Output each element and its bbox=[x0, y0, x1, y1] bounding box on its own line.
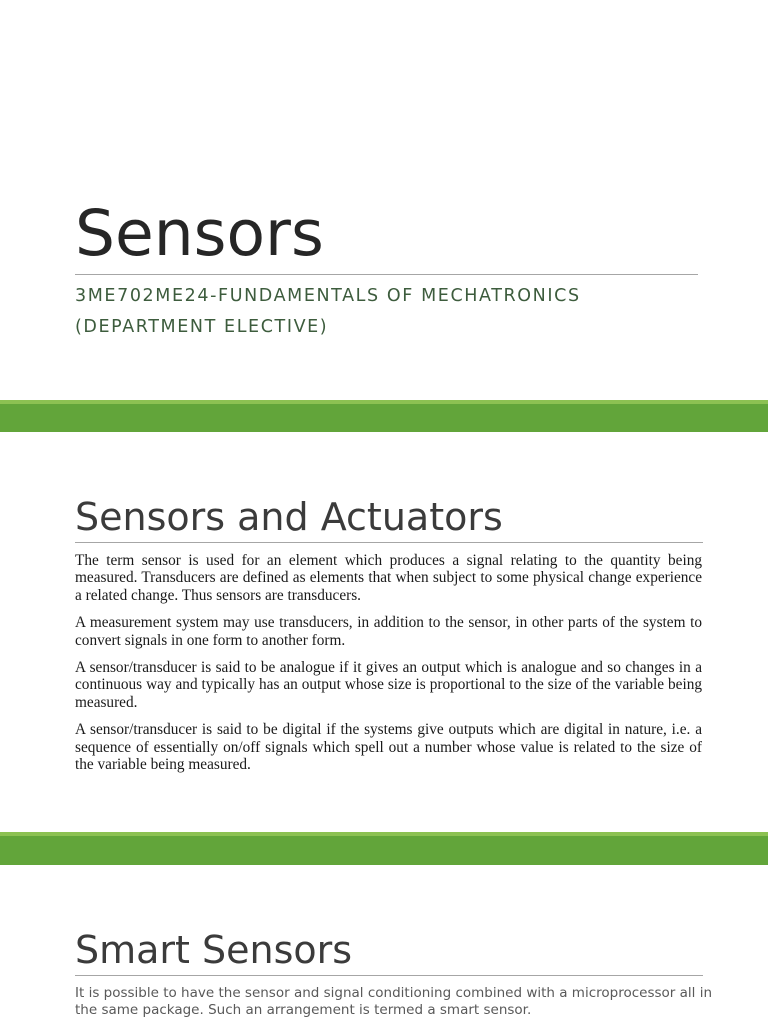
slide-title-sensors-actuators: Sensors and Actuators bbox=[75, 495, 503, 539]
title-divider bbox=[75, 542, 703, 543]
slide-title-smart-sensors: Smart Sensors bbox=[75, 928, 353, 972]
course-code-line: 3ME702ME24-FUNDAMENTALS OF MECHATRONICS bbox=[75, 286, 581, 306]
course-subtitle bbox=[75, 281, 715, 343]
title-divider bbox=[75, 975, 703, 976]
slide-title-sensors: Sensors bbox=[75, 197, 324, 270]
paragraph-sensor-definition: The term sensor is used for an element which produces a signal relating to the quantity being measured. Transducers are defined as elements that when subject to some physical change experience a related change. Thus sensors are transducers. bbox=[75, 552, 702, 604]
slide-separator bbox=[0, 832, 768, 865]
slide-separator bbox=[0, 400, 768, 432]
paragraph-measurement-system: A measurement system may use transducers, in addition to the sensor, in other parts of the system to convert signals in one form to another form. bbox=[75, 614, 702, 649]
department-elective-line: (DEPARTMENT ELECTIVE) bbox=[75, 317, 329, 337]
title-slide bbox=[0, 0, 768, 400]
paragraph-analogue-sensor: A sensor/transducer is said to be analogue if it gives an output which is analogue and so changes in a continuous way and typically has an output whose size is proportional to the size of the variable being measured. bbox=[75, 659, 702, 711]
paragraph-smart-sensor: It is possible to have the sensor and signal conditioning combined with a microprocessor all in the same package. Such an arrangement is termed a smart sensor. bbox=[75, 985, 712, 1018]
smart-sensors-slide bbox=[0, 865, 768, 1024]
sensors-actuators-slide bbox=[0, 432, 768, 832]
paragraph-digital-sensor: A sensor/transducer is said to be digital if the systems give outputs which are digital in nature, i.e. a sequence of essentially on/off signals which spell out a number whose value is related to the size of the variable being measured. bbox=[75, 721, 702, 774]
title-divider bbox=[75, 274, 698, 275]
slide-body bbox=[75, 552, 702, 783]
